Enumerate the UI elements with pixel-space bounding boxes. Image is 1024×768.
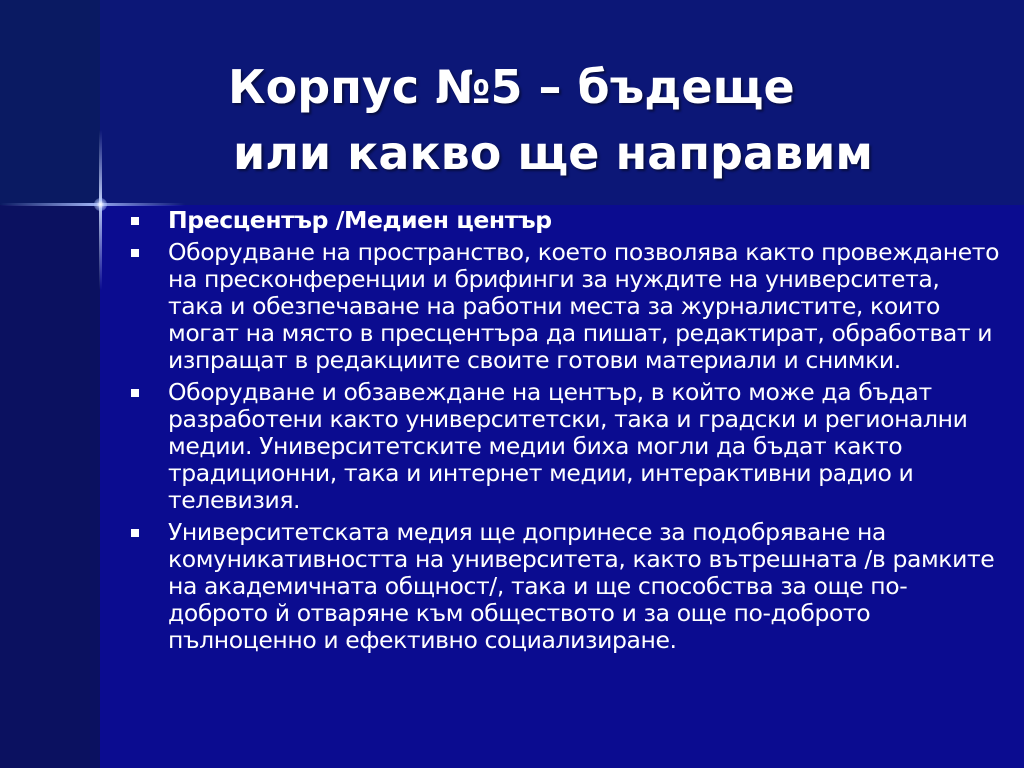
slide-title — [228, 54, 1008, 186]
bullet-item-1 — [130, 207, 1000, 234]
bullet-item-3 — [130, 379, 1000, 514]
bullet-text-4: Университетската медия ще допринесе за подобряване на комуникативността на университета, както вътрешната /в рамките на академичната общност/, така и ще способства за още по-доброто й отваряне към обществото и за още по-доброто пълноценно и ефективно социализиране. — [168, 518, 995, 654]
slide-title-line-1: Корпус №5 – бъдеще — [228, 60, 795, 114]
square-bullet-icon — [131, 217, 139, 225]
square-bullet-icon — [131, 389, 139, 397]
bullet-text-3: Оборудване и обзавеждане на център, в който може да бъдат разработени както университетски, така и градски и регионални медии. Университетските медии биха могли да бъдат както традиционни, така и интернет медии, интерактивни радио и телевизия. — [168, 378, 968, 514]
bullet-list — [130, 207, 1000, 659]
sparkle-star-icon — [94, 198, 107, 211]
slide-title-line-2: или какво ще направим — [233, 126, 873, 180]
bullet-text-1: Пресцентър /Медиен център — [168, 206, 552, 234]
bullet-text-2: Оборудване на пространство, което позволява както провеждането на пресконференции и брифинги за нуждите на университета, така и обезпечаване на работни места за журналистите, които могат на място в пресцентъра да пишат, редактират, обработват и изпращат в редакциите своите готови материали и снимки. — [168, 238, 1000, 374]
bullet-item-2 — [130, 239, 1000, 374]
background-corner — [0, 0, 100, 205]
sparkle-horizontal-ray — [0, 203, 185, 206]
square-bullet-icon — [131, 249, 139, 257]
square-bullet-icon — [131, 529, 139, 537]
bullet-item-4 — [130, 519, 1000, 654]
